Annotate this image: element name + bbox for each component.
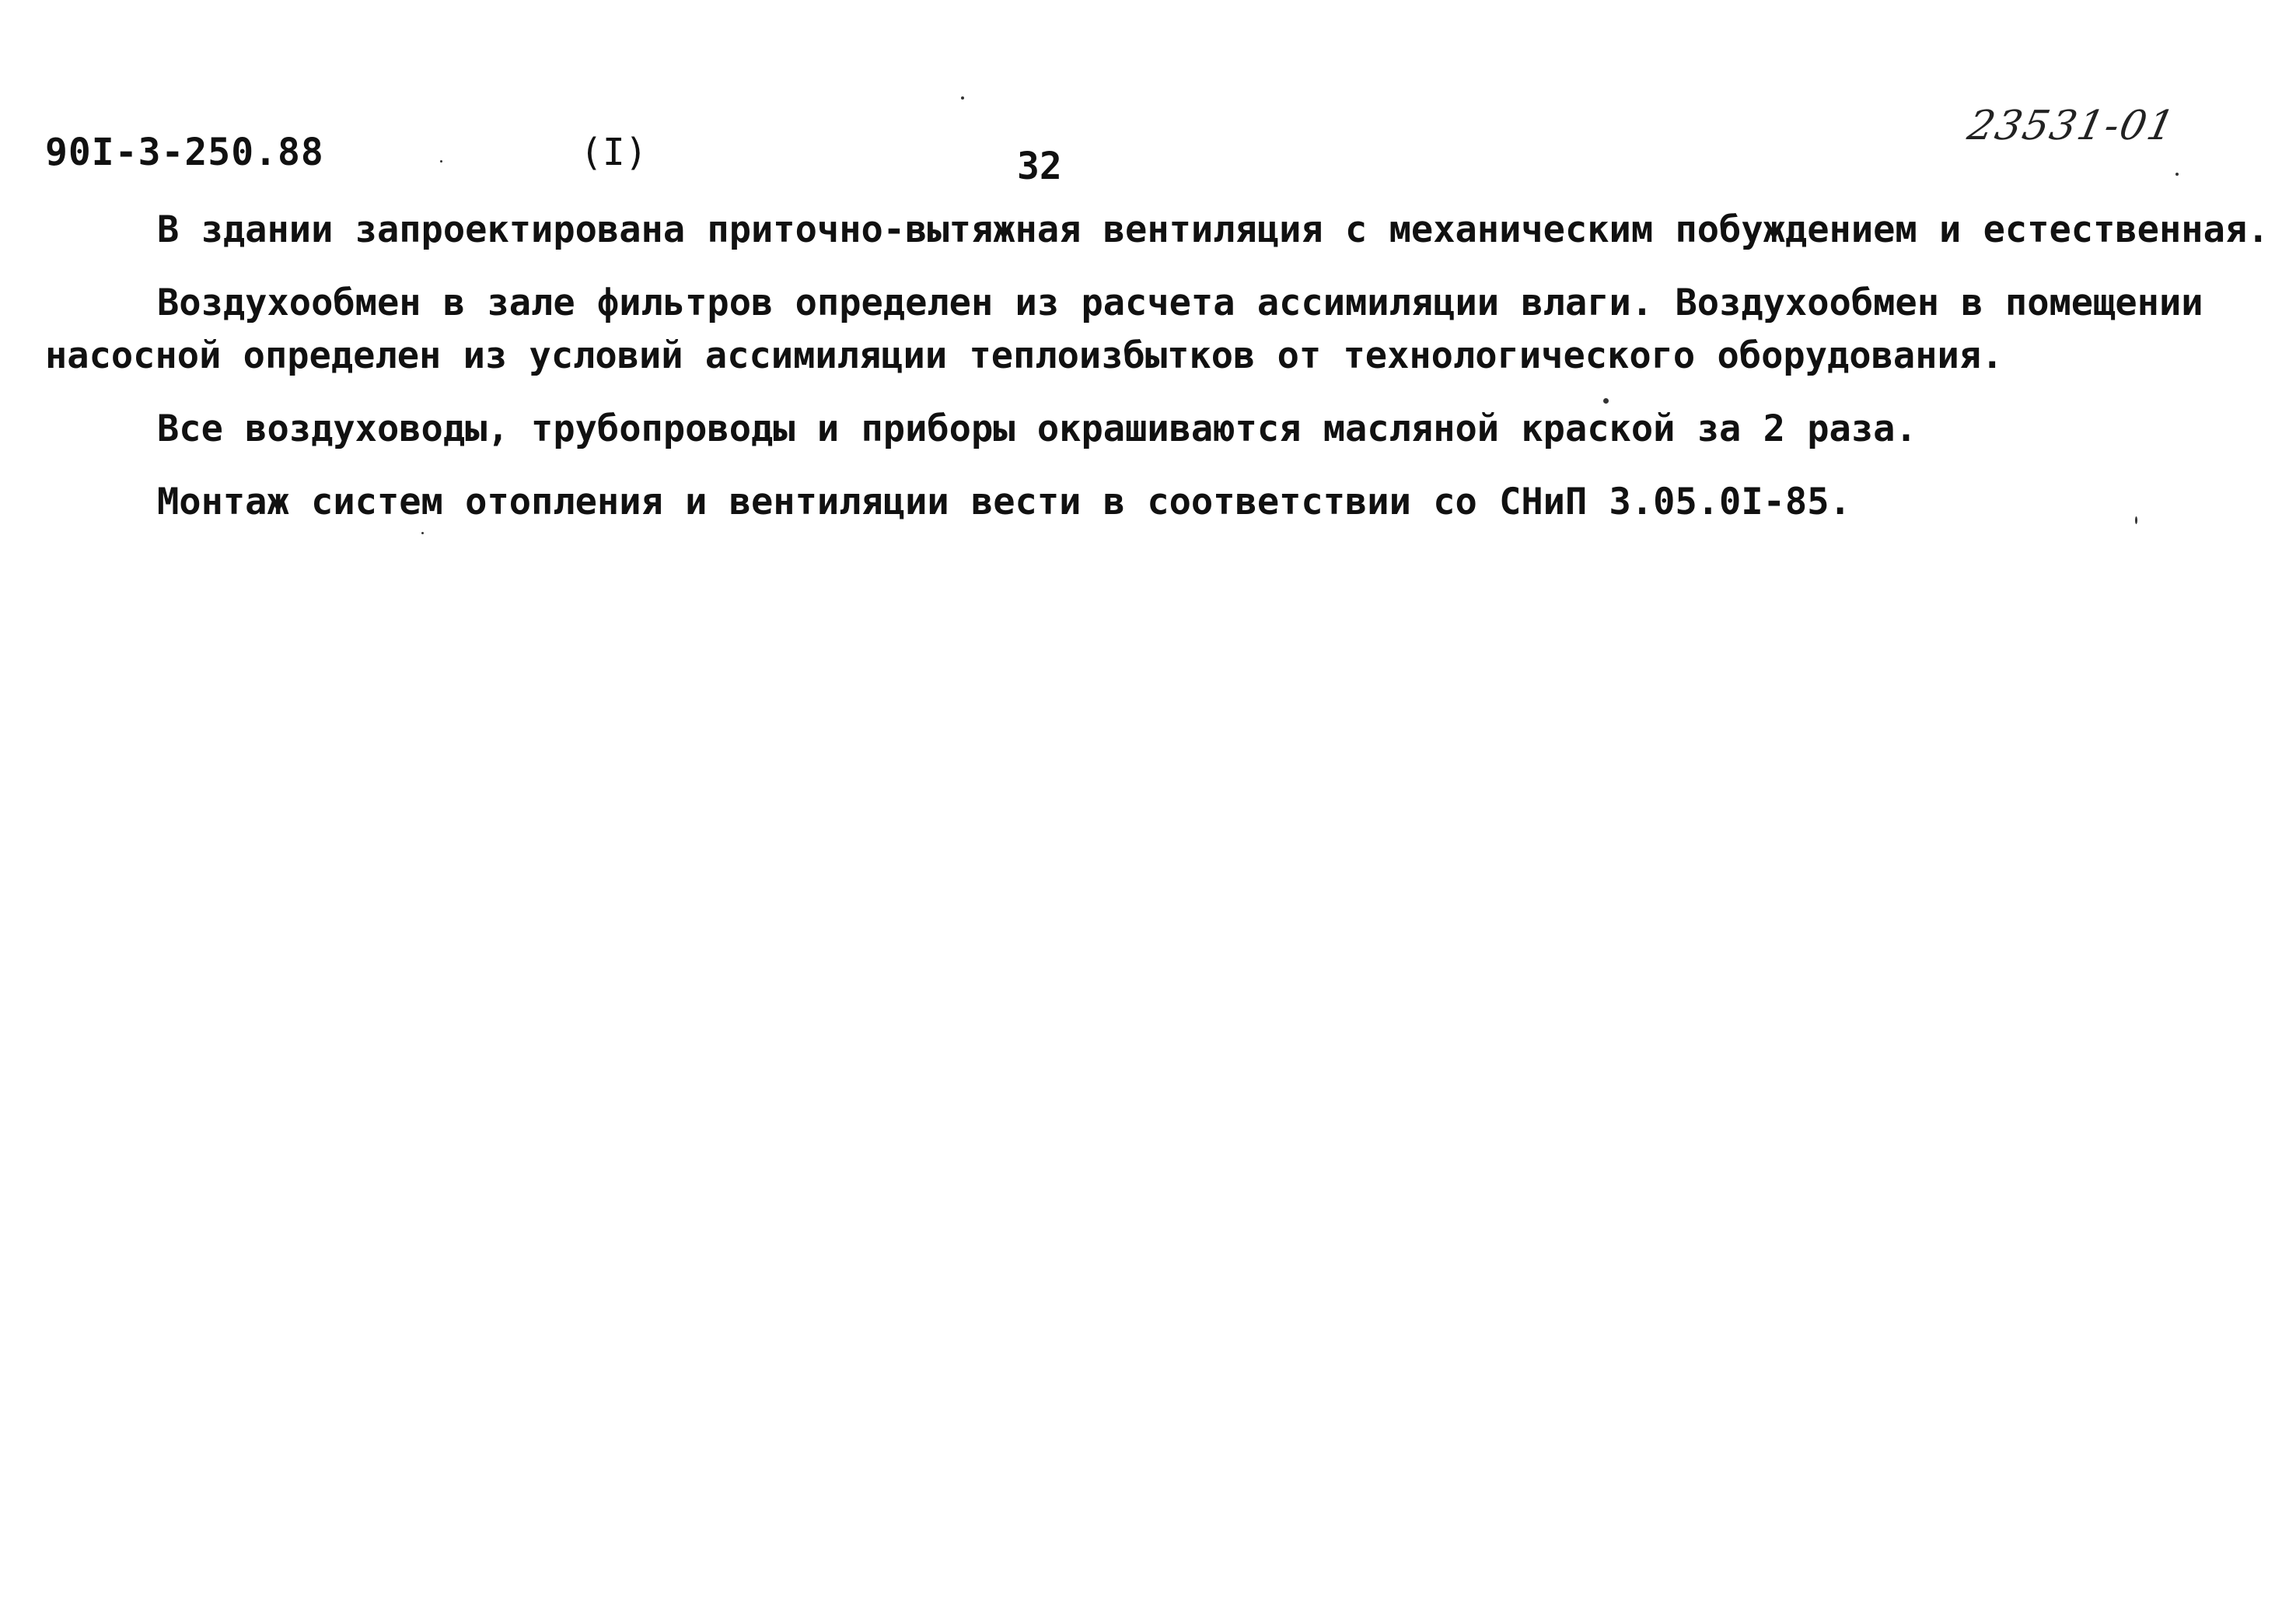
scan-speck <box>2135 516 2137 524</box>
scan-speck <box>1603 398 1609 404</box>
document-body <box>45 204 2269 549</box>
paragraph-painting: Все воздуховоды, трубопроводы и приборы окрашиваются масляной краской за 2 раза. <box>157 407 1917 450</box>
scan-speck <box>2175 173 2179 176</box>
document-code: 90I-3-250.88 <box>45 131 324 174</box>
scan-speck <box>421 532 424 534</box>
scan-speck <box>961 96 964 100</box>
sheet-marker: (I) <box>580 131 648 174</box>
paragraph-ventilation-type: В здании запроектирована приточно-вытяжная вентиляция с механическим побуждением и естественная. <box>157 208 2270 251</box>
page-number: 32 <box>1017 145 1062 188</box>
scan-speck <box>440 160 442 163</box>
handwritten-inventory-number: 23531-01 <box>1963 103 2180 149</box>
paragraph-air-exchange: Воздухообмен в зале фильтров определен из расчета ассимиляции влаги. Воздухообмен в помещении насосной определен из условий ассимиляции теплоизбытков от технологического оборудования. <box>45 282 2203 377</box>
paragraph-installation: Монтаж систем отопления и вентиляции вести в соответствии со СНиП 3.05.0I-85. <box>157 481 1851 523</box>
